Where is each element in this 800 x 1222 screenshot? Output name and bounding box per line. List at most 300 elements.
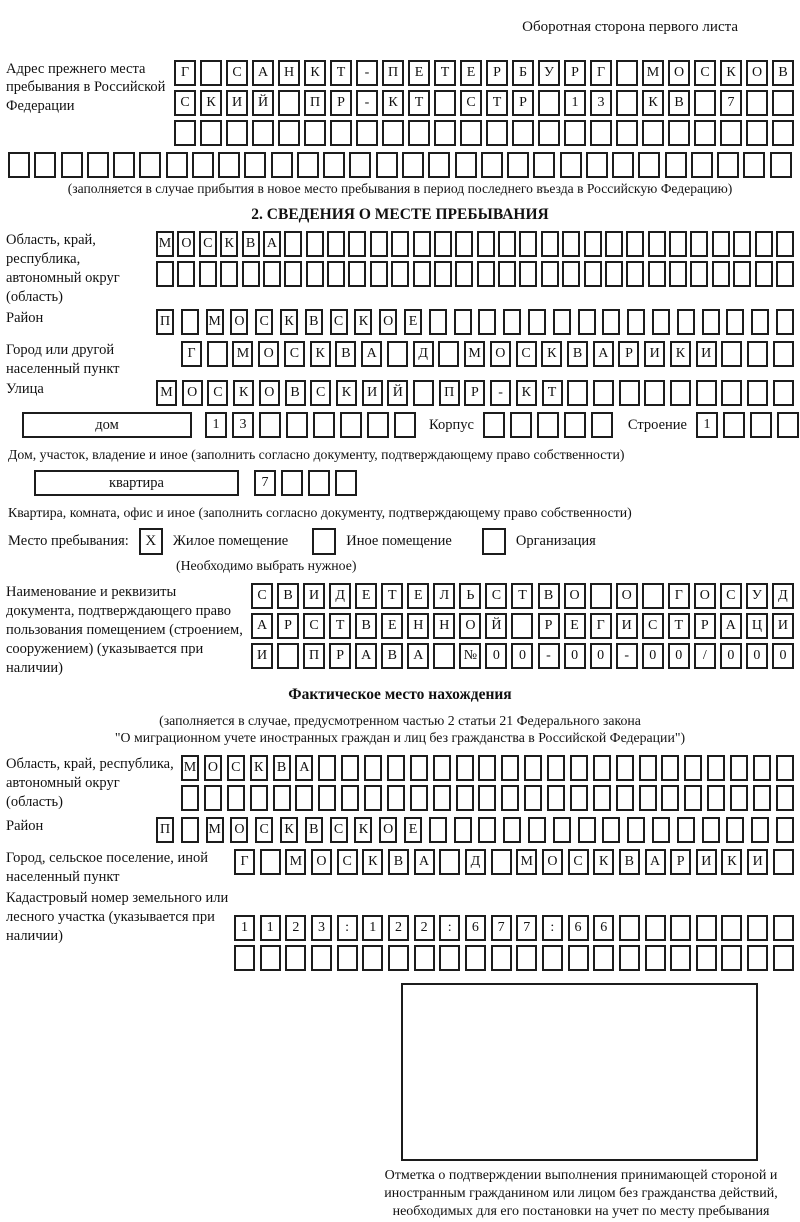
char-cell	[553, 817, 571, 843]
char-cell: В	[242, 231, 260, 257]
char-cell: И	[644, 341, 665, 367]
char-cell	[218, 152, 240, 178]
char-cell: 6	[568, 915, 589, 941]
prev-address-row-1	[174, 60, 794, 86]
char-cell: П	[303, 643, 325, 669]
char-cell	[410, 785, 428, 811]
char-cell: И	[251, 643, 273, 669]
char-cell: 1	[362, 915, 383, 941]
char-cell: С	[303, 613, 325, 639]
char-cell	[707, 755, 725, 781]
char-cell	[370, 261, 388, 287]
char-cell	[519, 231, 537, 257]
char-cell: А	[720, 613, 742, 639]
char-cell	[750, 412, 772, 438]
char-cell	[364, 755, 382, 781]
char-cell: А	[263, 231, 281, 257]
char-cell	[454, 309, 472, 335]
char-cell	[341, 755, 359, 781]
char-cell: И	[747, 849, 768, 875]
char-cell	[726, 817, 744, 843]
char-cell: 1	[564, 90, 586, 116]
confirmation-stamp-caption: Отметка о подтверждении выполнения принимающей стороной и иностранным гражданином или лицом без гражданства действий, необходимых для его постановки на учет по месту пребывания	[384, 1168, 778, 1220]
char-cell	[562, 231, 580, 257]
char-cell: Р	[464, 380, 485, 406]
char-cell	[391, 231, 409, 257]
char-cell	[661, 785, 679, 811]
char-cell	[524, 785, 542, 811]
char-cell	[776, 261, 794, 287]
char-cell	[87, 152, 109, 178]
char-cell	[753, 755, 771, 781]
char-cell: К	[382, 90, 404, 116]
char-cell	[428, 152, 450, 178]
section2-title: 2. СВЕДЕНИЯ О МЕСТЕ ПРЕБЫВАНИЯ	[251, 206, 549, 224]
char-cell: 7	[516, 915, 537, 941]
char-cell	[516, 945, 537, 971]
char-cell	[777, 412, 799, 438]
char-cell	[528, 817, 546, 843]
char-cell: О	[490, 341, 511, 367]
char-cell	[382, 120, 404, 146]
char-cell: В	[277, 583, 299, 609]
document-rows	[251, 583, 794, 673]
place-type-row	[8, 528, 794, 555]
char-cell	[478, 309, 496, 335]
char-cell	[491, 945, 512, 971]
char-cell: 1	[234, 915, 255, 941]
char-cell	[733, 261, 751, 287]
char-cell: 6	[465, 915, 486, 941]
char-cell: С	[251, 583, 273, 609]
prev-address-row-3	[174, 120, 794, 146]
char-cell	[281, 470, 303, 496]
char-cell: С	[337, 849, 358, 875]
char-cell: О	[177, 231, 195, 257]
char-cell	[477, 231, 495, 257]
char-cell: А	[252, 60, 274, 86]
char-cell	[337, 945, 358, 971]
char-cell	[547, 785, 565, 811]
char-cell: К	[720, 60, 742, 86]
char-cell	[192, 152, 214, 178]
char-cell: М	[232, 341, 253, 367]
actual-location-title: Фактическое место нахождения	[288, 686, 512, 704]
char-cell	[537, 412, 559, 438]
char-cell	[429, 817, 447, 843]
char-cell	[538, 120, 560, 146]
char-cell: О	[230, 309, 248, 335]
stroenie-label: Строение	[627, 417, 687, 434]
char-cell	[562, 261, 580, 287]
house-row	[22, 412, 794, 442]
char-cell	[696, 380, 717, 406]
char-cell: О	[182, 380, 203, 406]
char-cell	[593, 945, 614, 971]
char-cell: Н	[407, 613, 429, 639]
char-cell	[507, 152, 529, 178]
district-block	[6, 309, 794, 339]
char-cell: С	[485, 583, 507, 609]
char-cell	[433, 643, 455, 669]
char-cell	[220, 261, 238, 287]
char-cell	[304, 120, 326, 146]
char-cell: М	[206, 817, 224, 843]
house-note: Дом, участок, владение и иное (заполнить согласно документу, подтверждающему право собственности)	[8, 447, 625, 463]
char-cell: 1	[696, 412, 718, 438]
char-cell: Р	[329, 643, 351, 669]
char-cell: В	[538, 583, 560, 609]
prev-address-label: Адрес прежнего места пребывания в Российской Федерации	[6, 60, 166, 115]
char-cell	[747, 341, 768, 367]
char-cell	[242, 261, 260, 287]
char-cell: Т	[668, 613, 690, 639]
char-cell	[776, 755, 794, 781]
char-cell	[330, 120, 352, 146]
char-cell: /	[694, 643, 716, 669]
char-cell	[454, 817, 472, 843]
char-cell	[721, 380, 742, 406]
char-cell: П	[156, 309, 174, 335]
char-cell: Й	[485, 613, 507, 639]
char-cell: С	[720, 583, 742, 609]
char-cell	[619, 915, 640, 941]
char-cell	[477, 261, 495, 287]
char-cell: 1	[260, 915, 281, 941]
char-cell	[367, 412, 389, 438]
street-rows	[156, 380, 794, 410]
char-cell	[278, 90, 300, 116]
region-row-2	[156, 261, 794, 287]
char-cell: 0	[485, 643, 507, 669]
char-cell: А	[251, 613, 273, 639]
char-cell	[669, 231, 687, 257]
char-cell	[349, 152, 371, 178]
char-cell: С	[330, 309, 348, 335]
char-cell: Е	[408, 60, 430, 86]
char-cell	[486, 120, 508, 146]
cadastral-block	[6, 889, 794, 975]
char-cell	[726, 309, 744, 335]
char-cell: С	[460, 90, 482, 116]
city-rows	[181, 341, 794, 371]
document-row-2	[251, 613, 794, 639]
char-cell	[181, 817, 199, 843]
char-cell	[677, 309, 695, 335]
char-cell	[234, 945, 255, 971]
char-cell	[456, 755, 474, 781]
char-cell: Р	[512, 90, 534, 116]
char-cell: Е	[404, 817, 422, 843]
char-cell: У	[746, 583, 768, 609]
char-cell: Е	[381, 613, 403, 639]
char-cell: К	[362, 849, 383, 875]
char-cell	[285, 945, 306, 971]
char-cell	[612, 152, 634, 178]
char-cell: И	[696, 341, 717, 367]
char-cell	[547, 755, 565, 781]
char-cell	[747, 380, 768, 406]
char-cell: О	[616, 583, 638, 609]
char-cell	[560, 152, 582, 178]
char-cell	[616, 90, 638, 116]
char-cell: И	[226, 90, 248, 116]
char-cell	[661, 755, 679, 781]
char-cell	[433, 785, 451, 811]
char-cell	[605, 231, 623, 257]
fact-city-block	[6, 849, 794, 887]
char-cell	[348, 261, 366, 287]
char-cell	[271, 152, 293, 178]
char-cell	[139, 152, 161, 178]
char-cell: О	[746, 60, 768, 86]
char-cell: С	[694, 60, 716, 86]
char-cell: 7	[720, 90, 742, 116]
char-cell	[730, 755, 748, 781]
char-cell: В	[355, 613, 377, 639]
fact-district-rows	[156, 817, 794, 847]
char-cell	[528, 309, 546, 335]
char-cell	[311, 945, 332, 971]
char-cell	[776, 231, 794, 257]
char-cell	[712, 261, 730, 287]
option-residential-label: Жилое помещение	[172, 533, 289, 550]
street-label: Улица	[6, 381, 44, 398]
char-cell: Р	[694, 613, 716, 639]
char-cell: Т	[381, 583, 403, 609]
char-cell	[503, 817, 521, 843]
city-label: Город или другой населенный пункт	[6, 341, 120, 377]
char-cell: -	[616, 643, 638, 669]
char-cell: К	[310, 341, 331, 367]
char-cell	[616, 785, 634, 811]
char-cell: :	[542, 915, 563, 941]
char-cell	[511, 613, 533, 639]
char-cell: М	[156, 380, 177, 406]
fact-region-block	[6, 755, 794, 815]
char-cell	[376, 152, 398, 178]
char-cell	[260, 945, 281, 971]
char-cell	[644, 380, 665, 406]
char-cell: В	[567, 341, 588, 367]
char-cell	[306, 231, 324, 257]
char-cell	[684, 785, 702, 811]
char-cell: Т	[511, 583, 533, 609]
char-cell	[696, 915, 717, 941]
option-organization-label: Организация	[515, 533, 596, 550]
char-cell	[690, 231, 708, 257]
char-cell: 0	[511, 643, 533, 669]
char-cell: 2	[414, 915, 435, 941]
actual-location-note-2: "О миграционном учете иностранных граждан и лиц без гражданства в Российской Федерации")	[114, 730, 686, 746]
prev-address-rows	[174, 60, 794, 150]
char-cell	[478, 755, 496, 781]
char-cell: 7	[254, 470, 276, 496]
street-block	[6, 380, 794, 410]
char-cell: Е	[564, 613, 586, 639]
char-cell: К	[593, 849, 614, 875]
char-cell: С	[255, 817, 273, 843]
char-cell: О	[311, 849, 332, 875]
char-cell: О	[258, 341, 279, 367]
char-cell	[542, 945, 563, 971]
char-cell	[252, 120, 274, 146]
char-cell: С	[642, 613, 664, 639]
char-cell: 0	[590, 643, 612, 669]
prev-address-overflow-row	[8, 152, 792, 178]
char-cell	[227, 785, 245, 811]
char-cell: М	[156, 231, 174, 257]
char-cell	[717, 152, 739, 178]
char-cell	[433, 755, 451, 781]
fact-region-rows	[181, 755, 794, 815]
district-rows	[156, 309, 794, 339]
char-cell	[166, 152, 188, 178]
char-cell	[394, 412, 416, 438]
char-cell	[364, 785, 382, 811]
char-cell	[510, 412, 532, 438]
char-cell: П	[304, 90, 326, 116]
char-cell: О	[459, 613, 481, 639]
char-cell: Т	[330, 60, 352, 86]
char-cell: М	[516, 849, 537, 875]
char-cell: Т	[434, 60, 456, 86]
char-cell	[512, 120, 534, 146]
char-cell	[776, 817, 794, 843]
char-cell: 6	[593, 915, 614, 941]
char-cell	[286, 412, 308, 438]
char-cell: С	[207, 380, 228, 406]
char-cell	[323, 152, 345, 178]
char-cell: О	[694, 583, 716, 609]
char-cell	[567, 380, 588, 406]
char-cell	[491, 849, 512, 875]
char-cell	[776, 785, 794, 811]
char-cell	[455, 261, 473, 287]
char-cell: А	[593, 341, 614, 367]
checkbox-residential: X	[139, 528, 163, 555]
char-cell: О	[379, 817, 397, 843]
char-cell	[263, 261, 281, 287]
char-cell: Й	[252, 90, 274, 116]
char-cell	[34, 152, 56, 178]
char-cell	[402, 152, 424, 178]
char-cell: С	[330, 817, 348, 843]
char-cell	[723, 412, 745, 438]
char-cell: Е	[404, 309, 422, 335]
char-cell: Н	[278, 60, 300, 86]
char-cell	[341, 785, 359, 811]
char-cell	[278, 120, 300, 146]
char-cell	[677, 817, 695, 843]
char-cell	[501, 785, 519, 811]
char-cell	[439, 849, 460, 875]
char-cell	[156, 261, 174, 287]
char-cell	[690, 261, 708, 287]
char-cell: В	[335, 341, 356, 367]
actual-location-note-1: (заполняется в случае, предусмотренном частью 2 статьи 21 Федерального закона	[159, 712, 641, 728]
char-cell	[619, 945, 640, 971]
char-cell	[746, 120, 768, 146]
char-cell	[593, 755, 611, 781]
char-cell: С	[226, 60, 248, 86]
fact-city-row	[234, 849, 794, 875]
char-cell	[691, 152, 713, 178]
char-cell: П	[382, 60, 404, 86]
char-cell: И	[362, 380, 383, 406]
stroenie-cells	[696, 412, 799, 438]
confirmation-stamp-box	[401, 983, 758, 1161]
char-cell	[295, 785, 313, 811]
char-cell: И	[696, 849, 717, 875]
char-cell	[434, 120, 456, 146]
char-cell	[626, 231, 644, 257]
char-cell: М	[181, 755, 199, 781]
char-cell	[460, 120, 482, 146]
char-cell: С	[174, 90, 196, 116]
char-cell	[413, 380, 434, 406]
street-row	[156, 380, 794, 406]
char-cell: К	[220, 231, 238, 257]
char-cell: К	[233, 380, 254, 406]
char-cell	[590, 583, 612, 609]
char-cell: С	[255, 309, 273, 335]
char-cell	[478, 785, 496, 811]
char-cell	[668, 120, 690, 146]
char-cell: -	[356, 60, 378, 86]
char-cell: К	[670, 341, 691, 367]
char-cell	[498, 261, 516, 287]
char-cell	[335, 470, 357, 496]
char-cell	[207, 341, 228, 367]
char-cell: 0	[668, 643, 690, 669]
char-cell	[772, 120, 794, 146]
char-cell: Г	[590, 60, 612, 86]
document-label: Наименование и реквизиты документа, подтверждающего право пользования помещением (строением, сооружением) (указывается при наличии)	[6, 584, 243, 676]
char-cell	[410, 755, 428, 781]
char-cell	[113, 152, 135, 178]
checkbox-other-premises	[312, 528, 336, 555]
char-cell: 3	[232, 412, 254, 438]
char-cell	[568, 945, 589, 971]
region-label: Область, край, республика, автономный округ (область)	[6, 232, 120, 305]
char-cell: Г	[174, 60, 196, 86]
char-cell	[498, 231, 516, 257]
char-cell	[642, 583, 664, 609]
char-cell: Н	[433, 613, 455, 639]
char-cell: Д	[772, 583, 794, 609]
char-cell	[773, 341, 794, 367]
char-cell: М	[206, 309, 224, 335]
char-cell	[665, 152, 687, 178]
char-cell: 3	[311, 915, 332, 941]
char-cell	[776, 309, 794, 335]
char-cell: М	[642, 60, 664, 86]
char-cell	[670, 380, 691, 406]
char-cell	[721, 915, 742, 941]
char-cell	[645, 945, 666, 971]
char-cell	[578, 817, 596, 843]
char-cell	[638, 152, 660, 178]
char-cell	[712, 231, 730, 257]
char-cell: 7	[491, 915, 512, 941]
region-row-1	[156, 231, 794, 257]
char-cell: К	[516, 380, 537, 406]
char-cell	[707, 785, 725, 811]
fact-district-row	[156, 817, 794, 843]
char-cell	[387, 755, 405, 781]
char-cell	[439, 945, 460, 971]
